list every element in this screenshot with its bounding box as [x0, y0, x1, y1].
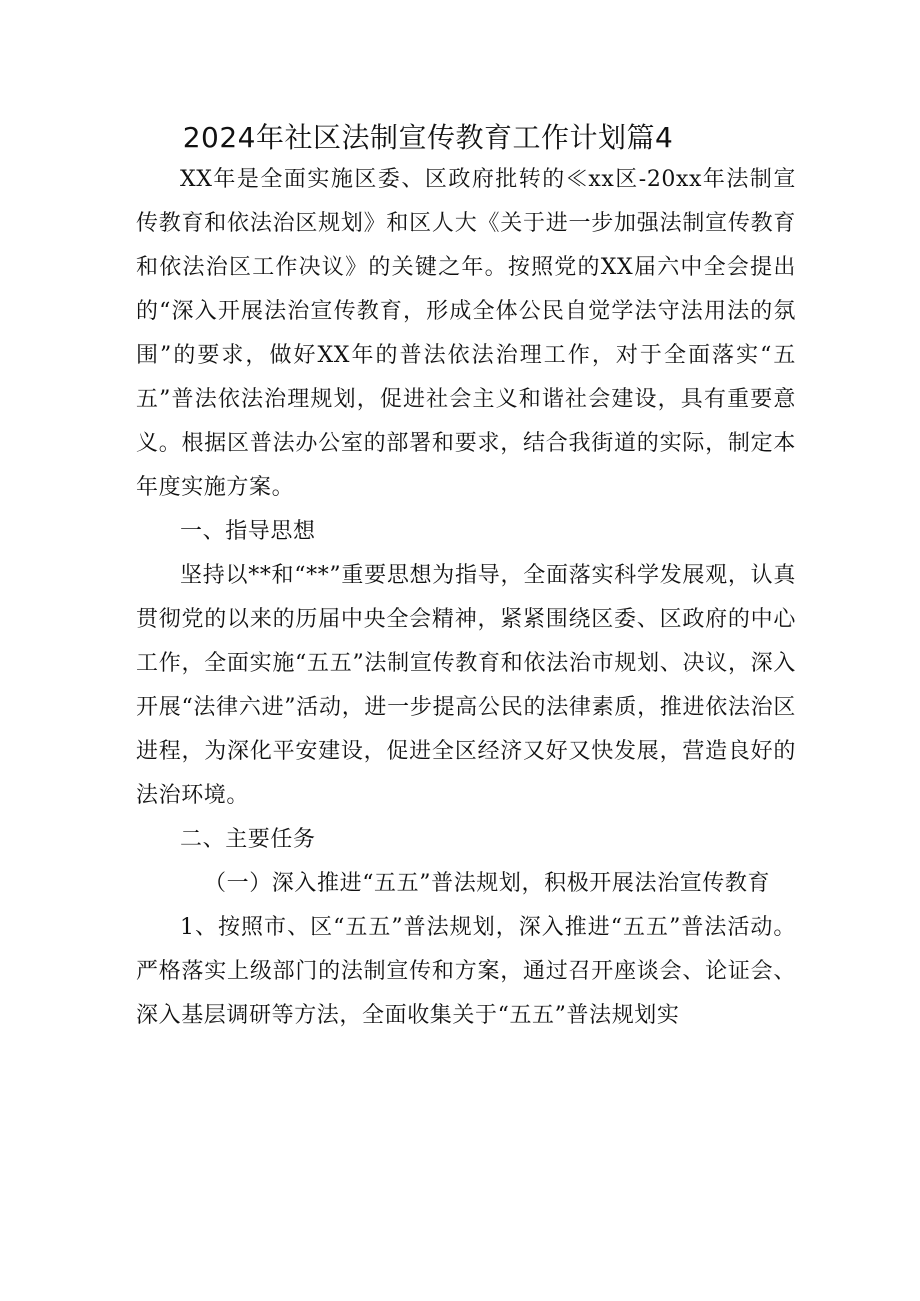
document-title: 2024年社区法制宣传教育工作计划篇4 — [182, 121, 674, 154]
paragraph-intro: XX年是全面实施区委、区政府批转的≪xx区-20xx年法制宣传教育和依法治区规划》和区人大《关于进一步加强法制宣传教育和依法治区工作决议》的关键之年。按照党的XX届六中全会提出的“深入开展法治宣传教育，形成全体公民自觉学法守法用法的氛围”的要求，做好XX年的普法依法治理工作，对于全面落实“五五”普法依法治理规划，促进社会主义和谐社会建设，具有重要意义。根据区普法办公室的部署和要求，结合我街道的实际，制定本年度实施方案。 — [136, 167, 796, 500]
subsection-heading-task-1: （一）深入推进“五五”普法规划，积极开展法治宣传教育 — [204, 871, 771, 896]
paragraph-task-1-item-1: 1、按照市、区“五五”普法规划，深入推进“五五”普法活动。严格落实上级部门的法制宣传和方案，通过召开座谈会、论证会、深入基层调研等方法，全面收集关于“五五”普法规划实 — [136, 915, 796, 1028]
section-heading-guiding-ideology: 一、指导思想 — [180, 519, 316, 544]
paragraph-guiding-ideology: 坚持以**和“**”重要思想为指导，全面落实科学发展观，认真贯彻党的以来的历届中央全会精神，紧紧围绕区委、区政府的中心工作，全面实施“五五”法制宣传教育和依法治市规划、决议，深入开展“法律六进”活动，进一步提高公民的法律素质，推进依法治区进程，为深化平安建设，促进全区经济又好又快发展，营造良好的法治环境。 — [136, 563, 796, 808]
section-heading-main-tasks: 二、主要任务 — [180, 827, 316, 852]
document-body — [136, 158, 796, 1038]
